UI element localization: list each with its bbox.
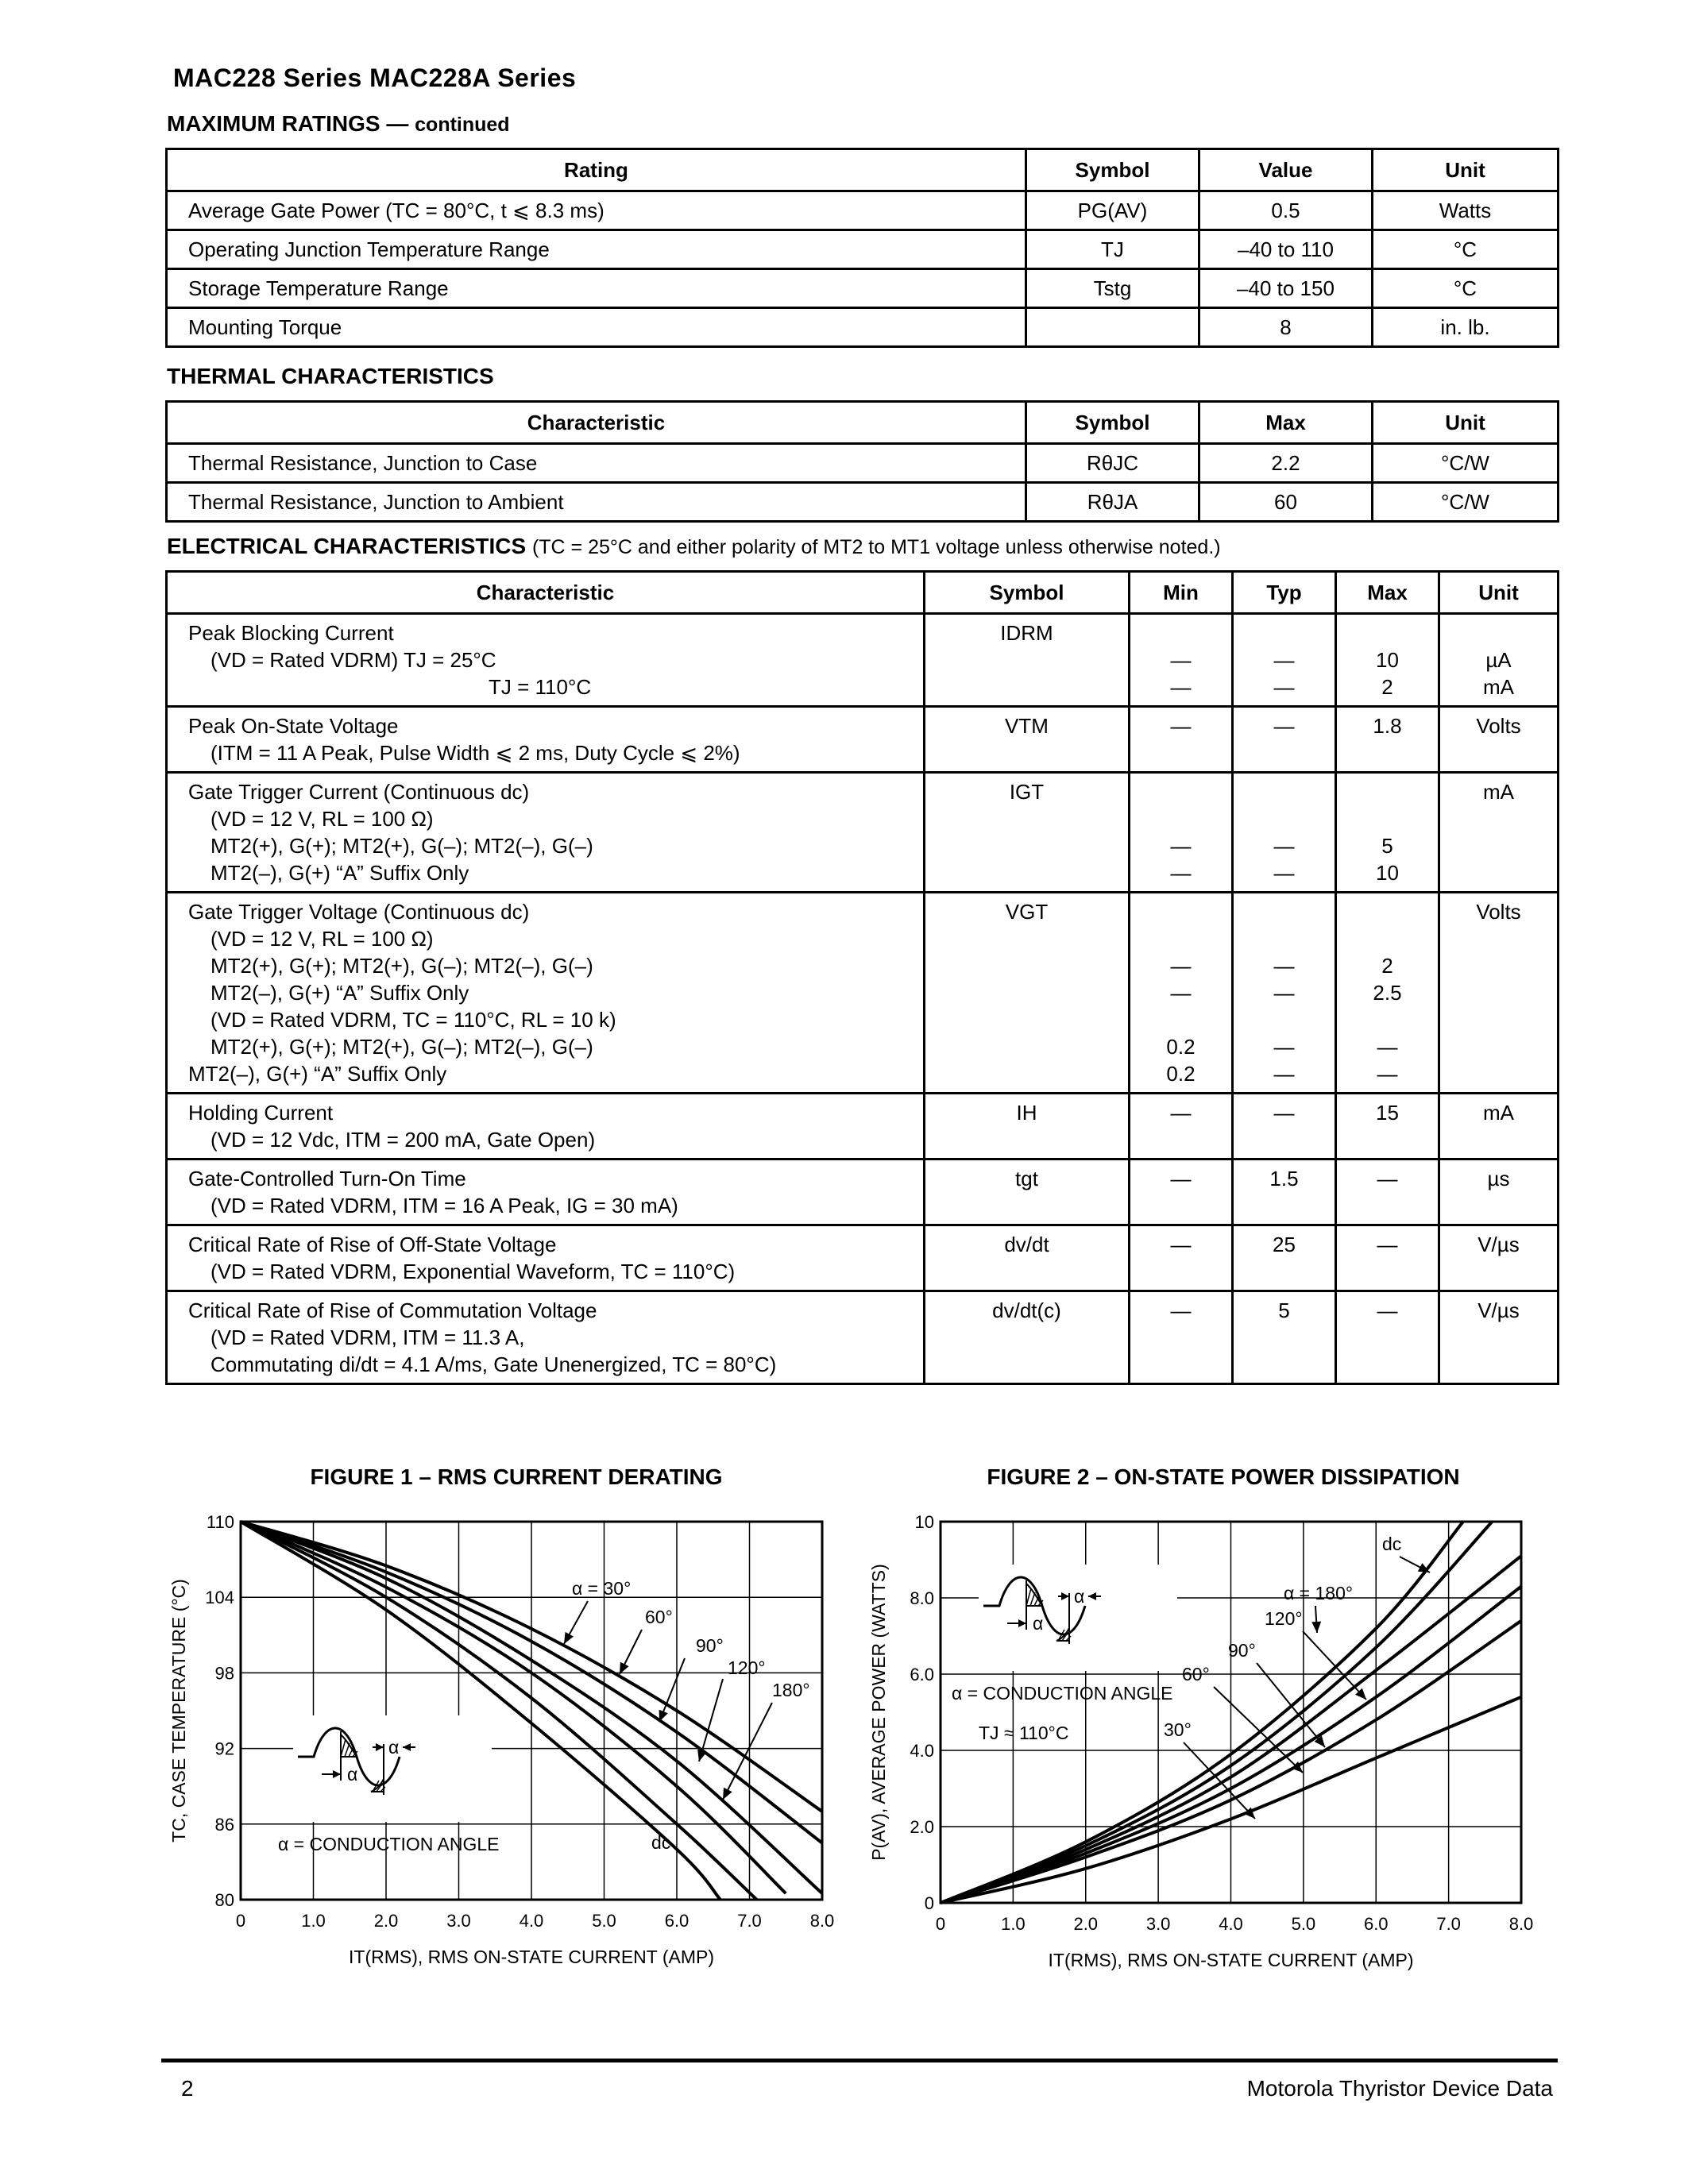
characteristic-line: (VD = 12 V, RL = 100 Ω) [211, 927, 434, 951]
symbol-text: tgt [1015, 1167, 1038, 1190]
symbol-cell [925, 1291, 1130, 1384]
col-header: Symbol [1026, 402, 1199, 444]
typ-value: — [1273, 675, 1295, 699]
characteristic-cell [167, 1094, 925, 1160]
max-cell [1336, 1094, 1439, 1160]
publication-name: Motorola Thyristor Device Data [1246, 2076, 1553, 2101]
electrical-heading [167, 534, 1221, 559]
x-tick-label: 4.0 [1219, 1914, 1243, 1934]
max-cell [1336, 893, 1439, 1094]
characteristic-line: MT2(–), G(+) “A” Suffix Only [188, 1062, 447, 1086]
max-value: 5 [1381, 834, 1393, 858]
table-row [167, 230, 1559, 269]
symbol-text: VTM [1005, 714, 1049, 738]
typ-cell [1233, 1094, 1336, 1160]
electrical-note: (TC = 25°C and either polarity of MT2 to MT1 voltage unless otherwise noted.) [531, 536, 1221, 558]
table-row [167, 269, 1559, 308]
min-value: 0.2 [1166, 1062, 1196, 1086]
typ-value: — [1273, 1062, 1295, 1086]
unit-value: Volts [1476, 900, 1521, 924]
characteristic-line: Holding Current [188, 1101, 334, 1125]
characteristic-cell: Thermal Resistance, Junction to Case [167, 444, 1026, 483]
typ-value: — [1273, 834, 1295, 858]
min-value: — [1170, 675, 1192, 699]
characteristic-line: (ITM = 11 A Peak, Pulse Width ⩽ 2 ms, Duty Cycle ⩽ 2%) [211, 741, 740, 765]
typ-value: 5 [1278, 1298, 1290, 1322]
conduction-waveform-icon [293, 1715, 492, 1822]
typ-cell [1233, 773, 1336, 893]
y-tick-label: 110 [206, 1512, 234, 1532]
y-tick-label: 92 [214, 1738, 234, 1759]
symbol-cell [925, 614, 1130, 707]
typ-value: 1.5 [1269, 1167, 1299, 1190]
unit-cell: °C/W [1373, 444, 1559, 483]
max-cell [1336, 1160, 1439, 1225]
conduction-angle-note: α = CONDUCTION ANGLE [952, 1683, 1173, 1704]
x-tick-label: 8.0 [1508, 1914, 1534, 1934]
max-cell [1336, 1291, 1439, 1384]
col-header: Unit [1439, 572, 1559, 614]
y-tick-label: 10 [914, 1512, 934, 1532]
unit-value: Volts [1476, 714, 1521, 738]
symbol-cell: RθJC [1026, 444, 1199, 483]
max-value: — [1377, 1167, 1398, 1190]
symbol-cell [1026, 308, 1199, 347]
max-value: 15 [1376, 1101, 1399, 1125]
unit-cell: Watts [1373, 191, 1559, 230]
max-cell [1336, 614, 1439, 707]
max-value [1345, 805, 1430, 832]
characteristic-cell [167, 614, 925, 707]
typ-value: — [1273, 981, 1295, 1005]
table-row [167, 1094, 1559, 1160]
x-tick-label: 1.0 [301, 1911, 326, 1931]
max-cell: 60 [1199, 483, 1373, 522]
characteristic-cell [167, 1225, 925, 1291]
table-row [167, 773, 1559, 893]
col-header: Unit [1373, 402, 1559, 444]
unit-cell [1439, 614, 1559, 707]
col-header: Max [1336, 572, 1439, 614]
min-value: — [1170, 1101, 1192, 1125]
series-label: α = 180° [1284, 1583, 1354, 1603]
figure-2-chart [858, 1509, 1573, 2001]
min-cell [1130, 1225, 1233, 1291]
min-cell [1130, 773, 1233, 893]
alpha-label: α [388, 1737, 400, 1758]
y-tick-label: 86 [214, 1814, 234, 1835]
typ-value: — [1273, 861, 1295, 885]
alpha-label: α [1074, 1586, 1085, 1607]
inset-background [979, 1565, 1177, 1671]
table-row [167, 1291, 1559, 1384]
max-value: 10 [1376, 648, 1399, 672]
characteristic-cell [167, 1291, 925, 1384]
table-row [167, 1225, 1559, 1291]
max-value: 10 [1376, 861, 1399, 885]
min-value [1138, 619, 1223, 646]
max-cell [1336, 707, 1439, 773]
x-tick-label: 8.0 [809, 1911, 835, 1931]
unit-cell: °C [1373, 269, 1559, 308]
symbol-cell [925, 773, 1130, 893]
alpha-label: α [347, 1764, 358, 1785]
series-label: 120° [728, 1657, 766, 1678]
unit-value [1448, 619, 1549, 646]
max-value: 2.5 [1373, 981, 1402, 1005]
inset-background [293, 1715, 492, 1822]
max-value: — [1377, 1233, 1398, 1256]
symbol-text: dv/dt(c) [992, 1298, 1061, 1322]
unit-value: V/µs [1477, 1233, 1520, 1256]
col-header: Value [1199, 149, 1373, 191]
unit-cell: °C/W [1373, 483, 1559, 522]
characteristic-line: Gate Trigger Voltage (Continuous dc) [188, 900, 530, 924]
max-cell [1336, 773, 1439, 893]
y-tick-label: 0 [924, 1893, 934, 1913]
rating-cell: Mounting Torque [167, 308, 1026, 347]
max-ratings-table [165, 148, 1559, 348]
min-cell [1130, 1160, 1233, 1225]
characteristic-line: MT2(+), G(+); MT2(+), G(–); MT2(–), G(–) [211, 1035, 593, 1059]
characteristic-line: Gate-Controlled Turn-On Time [188, 1167, 466, 1190]
characteristic-line: (VD = Rated VDRM) TJ = 25°C [211, 648, 496, 672]
typ-cell [1233, 707, 1336, 773]
symbol-cell: Tstg [1026, 269, 1199, 308]
x-tick-label: 5.0 [1291, 1914, 1316, 1934]
table-header-row [167, 149, 1559, 191]
col-header: Unit [1373, 149, 1559, 191]
conduction-angle-note: α = CONDUCTION ANGLE [278, 1834, 500, 1854]
characteristic-line: MT2(+), G(+); MT2(+), G(–); MT2(–), G(–) [211, 954, 593, 978]
symbol-cell [925, 1094, 1130, 1160]
figure-2-title: FIGURE 2 – ON-STATE POWER DISSIPATION [987, 1464, 1460, 1489]
x-tick-label: 7.0 [1436, 1914, 1461, 1934]
y-axis-label: P(AV), AVERAGE POWER (WATTS) [868, 1564, 889, 1861]
min-value: — [1170, 648, 1192, 672]
characteristic-cell [167, 707, 925, 773]
min-value: — [1170, 981, 1192, 1005]
max-value: 2 [1381, 954, 1393, 978]
x-tick-label: 6.0 [664, 1911, 689, 1931]
characteristic-line: (VD = Rated VDRM, ITM = 16 A Peak, IG = 30 mA) [211, 1194, 678, 1217]
min-value [1138, 778, 1223, 805]
x-axis-label: IT(RMS), RMS ON-STATE CURRENT (AMP) [1048, 1950, 1414, 1970]
symbol-cell [925, 707, 1130, 773]
characteristic-line: (VD = Rated VDRM, TC = 110°C, RL = 10 k) [211, 1008, 616, 1032]
y-tick-label: 104 [205, 1588, 234, 1608]
characteristic-line: (VD = 12 V, RL = 100 Ω) [211, 807, 434, 831]
characteristic-line: Commutating di/dt = 4.1 A/ms, Gate Unenergized, TC = 80°C) [211, 1352, 777, 1376]
col-header: Characteristic [167, 572, 925, 614]
min-cell [1130, 614, 1233, 707]
unit-value: µs [1487, 1167, 1510, 1190]
max-value [1345, 898, 1430, 925]
y-tick-label: 8.0 [910, 1588, 934, 1608]
characteristic-cell: Thermal Resistance, Junction to Ambient [167, 483, 1026, 522]
typ-value: 25 [1273, 1233, 1296, 1256]
min-value: — [1170, 1233, 1192, 1256]
table-row [167, 483, 1559, 522]
min-value [1138, 925, 1223, 952]
electrical-title: ELECTRICAL CHARACTERISTICS [167, 534, 527, 558]
alpha-label: α [1033, 1613, 1044, 1634]
typ-value: — [1273, 714, 1295, 738]
min-cell [1130, 1291, 1233, 1384]
typ-cell [1233, 1160, 1336, 1225]
characteristic-line: (VD = 12 Vdc, ITM = 200 mA, Gate Open) [211, 1128, 596, 1152]
x-tick-label: 1.0 [1001, 1914, 1026, 1934]
x-tick-label: 2.0 [373, 1911, 399, 1931]
value-cell: 0.5 [1199, 191, 1373, 230]
x-tick-label: 2.0 [1073, 1914, 1099, 1934]
x-tick-label: 3.0 [1145, 1914, 1171, 1934]
characteristic-line: Critical Rate of Rise of Off-State Voltage [188, 1233, 557, 1256]
max-value [1345, 1006, 1430, 1033]
max-value [1345, 925, 1430, 952]
max-value [1345, 619, 1430, 646]
max-ratings-title: MAXIMUM RATINGS — [167, 111, 409, 136]
symbol-text: VGT [1005, 900, 1049, 924]
symbol-cell: TJ [1026, 230, 1199, 269]
characteristic-cell [167, 1160, 925, 1225]
series-label: dc [651, 1832, 671, 1853]
typ-value: — [1273, 1035, 1295, 1059]
thermal-table [165, 400, 1559, 523]
min-value: — [1170, 834, 1192, 858]
junction-temp-note: TJ ≈ 110°C [979, 1723, 1069, 1743]
unit-value: V/µs [1477, 1298, 1520, 1322]
typ-value [1242, 805, 1327, 832]
max-value [1345, 778, 1430, 805]
min-cell [1130, 707, 1233, 773]
symbol-text: IDRM [1000, 621, 1053, 645]
typ-cell [1233, 893, 1336, 1094]
typ-value: — [1273, 648, 1295, 672]
characteristic-line: Gate Trigger Current (Continuous dc) [188, 780, 530, 804]
conduction-waveform-icon [979, 1565, 1177, 1671]
unit-cell [1439, 1225, 1559, 1291]
series-label: 60° [1182, 1664, 1210, 1684]
symbol-cell: PG(AV) [1026, 191, 1199, 230]
thermal-heading: THERMAL CHARACTERISTICS [167, 364, 494, 388]
x-tick-label: 7.0 [737, 1911, 762, 1931]
y-tick-label: 4.0 [910, 1741, 934, 1761]
unit-value: mA [1483, 675, 1514, 699]
table-row [167, 893, 1559, 1094]
symbol-text: IGT [1009, 780, 1045, 804]
characteristic-line: (VD = Rated VDRM, ITM = 11.3 A, [211, 1325, 525, 1349]
series-label: 30° [1164, 1719, 1192, 1740]
col-header: Symbol [925, 572, 1130, 614]
y-tick-label: 6.0 [910, 1665, 934, 1684]
table-row [167, 444, 1559, 483]
characteristic-line: MT2(–), G(+) “A” Suffix Only [211, 861, 469, 885]
unit-cell: °C [1373, 230, 1559, 269]
max-cell: 2.2 [1199, 444, 1373, 483]
x-tick-label: 0 [235, 1911, 246, 1931]
max-cell [1336, 1225, 1439, 1291]
col-header: Typ [1233, 572, 1336, 614]
min-value: 0.2 [1166, 1035, 1196, 1059]
unit-value: mA [1483, 780, 1514, 804]
min-value [1138, 805, 1223, 832]
typ-value [1242, 925, 1327, 952]
typ-cell [1233, 1225, 1336, 1291]
y-tick-label: 80 [214, 1890, 234, 1910]
table-row [167, 707, 1559, 773]
value-cell: –40 to 150 [1199, 269, 1373, 308]
table-row [167, 308, 1559, 347]
col-header: Characteristic [167, 402, 1026, 444]
unit-cell [1439, 707, 1559, 773]
table-row [167, 1160, 1559, 1225]
col-header: Max [1199, 402, 1373, 444]
typ-value: — [1273, 1101, 1295, 1125]
min-cell [1130, 893, 1233, 1094]
symbol-cell [925, 1225, 1130, 1291]
characteristic-cell [167, 773, 925, 893]
x-tick-label: 0 [935, 1914, 946, 1934]
col-header: Min [1130, 572, 1233, 614]
electrical-table [165, 570, 1559, 1385]
max-value: — [1377, 1035, 1398, 1059]
unit-cell [1439, 773, 1559, 893]
rating-cell: Average Gate Power (TC = 80°C, t ⩽ 8.3 ms) [167, 191, 1026, 230]
min-value [1138, 1006, 1223, 1033]
rating-cell: Storage Temperature Range [167, 269, 1026, 308]
series-title: MAC228 Series MAC228A Series [173, 64, 577, 92]
typ-value [1242, 619, 1327, 646]
characteristic-line: Critical Rate of Rise of Commutation Voltage [188, 1298, 597, 1322]
characteristic-line: (VD = Rated VDRM, Exponential Waveform, TC = 110°C) [211, 1260, 736, 1283]
characteristic-line: MT2(–), G(+) “A” Suffix Only [211, 981, 469, 1005]
col-header: Symbol [1026, 149, 1199, 191]
figure-1-title: FIGURE 1 – RMS CURRENT DERATING [310, 1464, 723, 1489]
unit-cell [1439, 1160, 1559, 1225]
unit-value: mA [1483, 1101, 1514, 1125]
value-cell: 8 [1199, 308, 1373, 347]
x-tick-label: 3.0 [446, 1911, 471, 1931]
series-label: 120° [1265, 1608, 1303, 1629]
x-tick-label: 5.0 [592, 1911, 616, 1931]
x-tick-label: 4.0 [519, 1911, 544, 1931]
figure-1-chart [151, 1509, 850, 2001]
characteristic-line: Peak Blocking Current [188, 621, 394, 645]
typ-value [1242, 1006, 1327, 1033]
max-value: 1.8 [1373, 714, 1402, 738]
x-axis-label: IT(RMS), RMS ON-STATE CURRENT (AMP) [349, 1947, 714, 1967]
typ-value [1242, 778, 1327, 805]
min-value: — [1170, 861, 1192, 885]
series-label: 180° [772, 1680, 810, 1700]
x-tick-label: 6.0 [1363, 1914, 1389, 1934]
max-ratings-suffix: continued [415, 114, 510, 136]
rating-cell: Operating Junction Temperature Range [167, 230, 1026, 269]
footer-rule [161, 2059, 1558, 2062]
series-label: 90° [696, 1635, 724, 1656]
typ-cell [1233, 614, 1336, 707]
typ-cell [1233, 1291, 1336, 1384]
characteristic-line: Peak On-State Voltage [188, 714, 399, 738]
max-ratings-heading [167, 111, 510, 137]
min-value: — [1170, 954, 1192, 978]
table-row [167, 614, 1559, 707]
max-value: — [1377, 1298, 1398, 1322]
symbol-cell [925, 1160, 1130, 1225]
series-label: 60° [645, 1607, 673, 1627]
table-header-row [167, 572, 1559, 614]
typ-value: — [1273, 954, 1295, 978]
typ-value [1242, 898, 1327, 925]
page-number: 2 [181, 2076, 194, 2101]
unit-cell: in. lb. [1373, 308, 1559, 347]
series-label: dc [1382, 1534, 1402, 1554]
series-label: α = 30° [572, 1578, 632, 1599]
y-tick-label: 98 [214, 1663, 234, 1684]
arrowhead [1311, 1622, 1321, 1633]
col-header: Rating [167, 149, 1026, 191]
unit-cell [1439, 893, 1559, 1094]
min-value [1138, 898, 1223, 925]
min-value: — [1170, 1298, 1192, 1322]
table-header-row [167, 402, 1559, 444]
characteristic-line: TJ = 110°C [489, 675, 592, 699]
min-cell [1130, 1094, 1233, 1160]
characteristic-cell [167, 893, 925, 1094]
series-label: 90° [1228, 1640, 1256, 1661]
symbol-text: dv/dt [1004, 1233, 1049, 1256]
value-cell: –40 to 110 [1199, 230, 1373, 269]
characteristic-line: MT2(+), G(+); MT2(+), G(–); MT2(–), G(–) [211, 834, 593, 858]
symbol-text: IH [1016, 1101, 1037, 1125]
min-value: — [1170, 714, 1192, 738]
max-value: — [1377, 1062, 1398, 1086]
y-axis-label: TC, CASE TEMPERATURE (°C) [168, 1579, 189, 1843]
max-value: 2 [1381, 675, 1393, 699]
min-value: — [1170, 1167, 1192, 1190]
symbol-cell [925, 893, 1130, 1094]
unit-value: µA [1485, 648, 1512, 672]
symbol-cell: RθJA [1026, 483, 1199, 522]
y-tick-label: 2.0 [910, 1817, 934, 1837]
unit-cell [1439, 1094, 1559, 1160]
unit-cell [1439, 1291, 1559, 1384]
table-row [167, 191, 1559, 230]
